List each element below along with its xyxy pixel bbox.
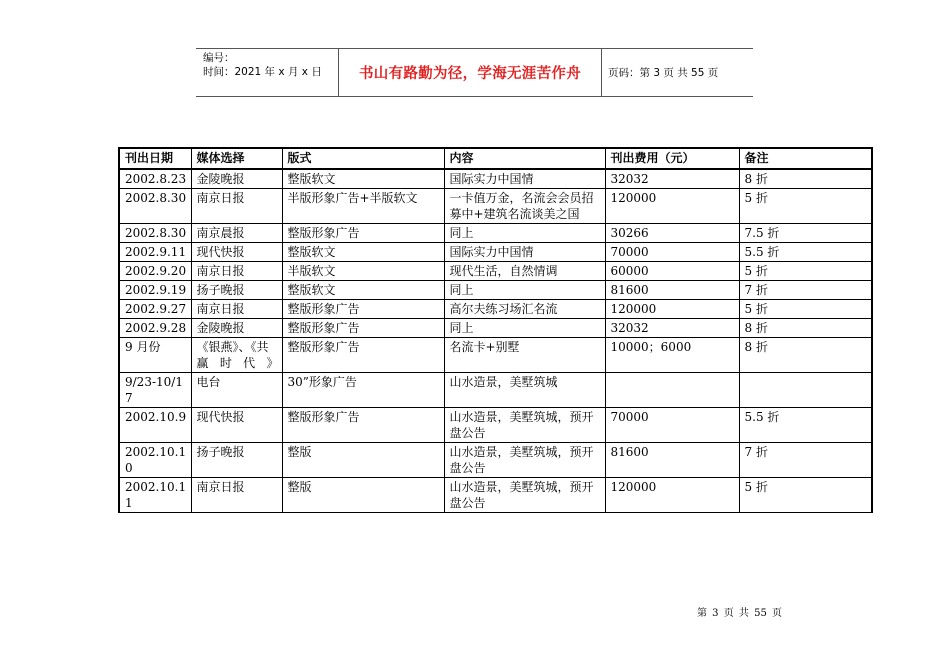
fee-cell: 10000；6000 <box>605 338 739 373</box>
content-cell: 同上 <box>444 319 605 338</box>
content-cell: 山水造景，美墅筑城，预开盘公告 <box>444 408 605 443</box>
content-cell: 国际实力中国情 <box>444 169 605 189</box>
date-cell: 9/23-10/17 <box>119 373 191 408</box>
table-row <box>119 262 872 281</box>
date-cell: 2002.8.30 <box>119 224 191 243</box>
header-motto: 书山有路勤为径，学海无涯苦作舟 <box>339 49 602 96</box>
format-cell: 整版 <box>282 478 444 513</box>
media-cell: 扬子晚报 <box>191 443 282 478</box>
date-cell: 2002.9.27 <box>119 300 191 319</box>
date-cell: 2002.10.9 <box>119 408 191 443</box>
note-cell: 7 折 <box>739 281 872 300</box>
page-header <box>196 48 753 97</box>
media-cell: 金陵晚报 <box>191 319 282 338</box>
table-row <box>119 319 872 338</box>
note-cell: 5.5 折 <box>739 408 872 443</box>
date-cell: 2002.8.23 <box>119 169 191 189</box>
format-cell: 整版形象广告 <box>282 300 444 319</box>
content-cell: 山水造景，美墅筑城 <box>444 373 605 408</box>
table-row <box>119 443 872 478</box>
format-cell: 整版形象广告 <box>282 319 444 338</box>
column-header: 版式 <box>282 148 444 169</box>
fee-cell: 120000 <box>605 478 739 513</box>
column-header: 刊出日期 <box>119 148 191 169</box>
date-cell: 2002.9.11 <box>119 243 191 262</box>
format-cell: 30”形象广告 <box>282 373 444 408</box>
format-cell: 整版 <box>282 443 444 478</box>
fee-cell: 30266 <box>605 224 739 243</box>
fee-cell: 60000 <box>605 262 739 281</box>
note-cell <box>739 373 872 408</box>
note-cell: 5 折 <box>739 189 872 224</box>
fee-cell: 32032 <box>605 169 739 189</box>
fee-cell <box>605 373 739 408</box>
format-cell: 整版软文 <box>282 243 444 262</box>
date-cell: 2002.9.28 <box>119 319 191 338</box>
format-cell: 整版软文 <box>282 281 444 300</box>
content-cell: 一卡值万金，名流会会员招募中+建筑名流谈美之国 <box>444 189 605 224</box>
column-header: 内容 <box>444 148 605 169</box>
note-cell: 7 折 <box>739 443 872 478</box>
table-row <box>119 189 872 224</box>
date-cell: 2002.8.30 <box>119 189 191 224</box>
note-cell: 7.5 折 <box>739 224 872 243</box>
table-row <box>119 169 872 189</box>
media-cell: 电台 <box>191 373 282 408</box>
date-cell: 2002.9.19 <box>119 281 191 300</box>
fee-cell: 120000 <box>605 189 739 224</box>
format-cell: 整版形象广告 <box>282 224 444 243</box>
fee-cell: 32032 <box>605 319 739 338</box>
table-header-row <box>119 148 872 169</box>
format-cell: 整版形象广告 <box>282 408 444 443</box>
fee-cell: 70000 <box>605 243 739 262</box>
content-cell: 同上 <box>444 224 605 243</box>
media-cell: 扬子晚报 <box>191 281 282 300</box>
fee-cell: 81600 <box>605 281 739 300</box>
table-row <box>119 338 872 373</box>
fee-cell: 70000 <box>605 408 739 443</box>
note-cell: 5 折 <box>739 478 872 513</box>
header-info <box>196 49 339 96</box>
content-cell: 高尔夫练习场汇名流 <box>444 300 605 319</box>
note-cell: 5 折 <box>739 262 872 281</box>
note-cell: 5.5 折 <box>739 243 872 262</box>
media-schedule-table <box>118 147 873 513</box>
page-footer: 第 3 页 共 55 页 <box>697 608 782 619</box>
header-time-label: 时间：2021 年 x 月 x 日 <box>203 66 322 78</box>
content-cell: 同上 <box>444 281 605 300</box>
table-row <box>119 478 872 513</box>
date-cell: 2002.10.11 <box>119 478 191 513</box>
format-cell: 半版形象广告+半版软文 <box>282 189 444 224</box>
format-cell: 整版形象广告 <box>282 338 444 373</box>
date-cell: 2002.9.20 <box>119 262 191 281</box>
table-row <box>119 408 872 443</box>
table-row <box>119 281 872 300</box>
table-row <box>119 300 872 319</box>
fee-cell: 120000 <box>605 300 739 319</box>
table-row <box>119 373 872 408</box>
note-cell: 8 折 <box>739 338 872 373</box>
content-cell: 国际实力中国情 <box>444 243 605 262</box>
content-cell: 山水造景，美墅筑城，预开盘公告 <box>444 443 605 478</box>
column-header: 媒体选择 <box>191 148 282 169</box>
media-cell: 南京日报 <box>191 189 282 224</box>
note-cell: 8 折 <box>739 319 872 338</box>
media-cell: 现代快报 <box>191 243 282 262</box>
column-header: 刊出费用（元） <box>605 148 739 169</box>
date-cell: 2002.10.10 <box>119 443 191 478</box>
note-cell: 8 折 <box>739 169 872 189</box>
media-cell: 南京日报 <box>191 300 282 319</box>
media-cell: 《银燕》、《共赢时代》 <box>191 338 282 373</box>
media-cell: 现代快报 <box>191 408 282 443</box>
fee-cell: 81600 <box>605 443 739 478</box>
media-cell: 南京日报 <box>191 478 282 513</box>
content-cell: 名流卡+别墅 <box>444 338 605 373</box>
media-cell: 金陵晚报 <box>191 169 282 189</box>
media-cell: 南京日报 <box>191 262 282 281</box>
content-cell: 山水造景，美墅筑城，预开盘公告 <box>444 478 605 513</box>
content-cell: 现代生活，自然情调 <box>444 262 605 281</box>
format-cell: 半版软文 <box>282 262 444 281</box>
table-row <box>119 224 872 243</box>
media-cell: 南京晨报 <box>191 224 282 243</box>
header-number-label: 编号： <box>203 52 235 64</box>
format-cell: 整版软文 <box>282 169 444 189</box>
date-cell: 9 月份 <box>119 338 191 373</box>
table-row <box>119 243 872 262</box>
column-header: 备注 <box>739 148 872 169</box>
note-cell: 5 折 <box>739 300 872 319</box>
header-page-code: 页码：第 3 页 共 55 页 <box>608 67 719 79</box>
